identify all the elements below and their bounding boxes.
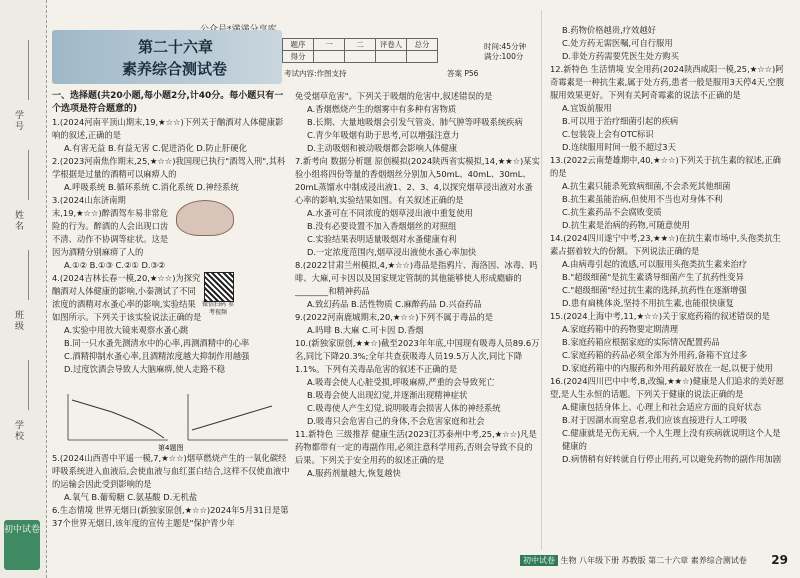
full-score: 满分:100分 — [484, 52, 524, 61]
margin-label-class: 班级 — [13, 310, 23, 332]
page-number: 29 — [771, 553, 788, 567]
score-head-cell: 题序 — [283, 39, 314, 51]
margin-line — [28, 360, 29, 410]
title-banner — [52, 30, 282, 84]
question-option: A.香烟燃烧产生的烟雾中有多种有害物质 — [307, 104, 457, 114]
question-option: A.服药剂量越大,恢复越快 — [307, 468, 401, 478]
test-title: 素养综合测试卷 — [122, 60, 228, 78]
time-info — [484, 42, 526, 62]
question-text: 12.新特色 生活情境 安全用药(2024陕西咸阳一模,25,★☆☆)阿奇霉素是一种抗生素,属于处方药,患者一般是服用3天停4天,空腹服用效果更好。下列有关阿奇霉素的说法不正确的是 — [550, 64, 785, 100]
question-text: 10.(新独家原创,★★☆)截至2023年年底,中国现有吸毒人员89.6万名,同比下降20.3%;全年共查获吸毒人员19.5万人次,同比下降1.1%。下列有关毒品危害的叙述不正确的是 — [295, 338, 540, 374]
question-option: B.家庭药箱应根据家庭的实际情况配置药品 — [562, 337, 720, 347]
question-options: A.氧气 B.葡萄糖 C.氨基酸 D.无机盐 — [64, 492, 198, 502]
question-option: A.抗生素只能杀死致病细菌,不会杀死其他细菌 — [562, 181, 731, 191]
question-option: C.包装袋上会有OTC标识 — [562, 129, 654, 139]
question-options: A.吗啡 B.大麻 C.可卡因 D.香烟 — [307, 325, 424, 335]
question-option: B.长期、大量地吸烟会引发气管炎、肺气肿等呼吸系统疾病 — [307, 117, 523, 127]
question-option: B.同一只水蚤先测清水中的心率,再测酒精中的心率 — [64, 338, 250, 348]
question-text: 14.(2024四川遂宁中考,23,★★☆)在抗生素市场中,头孢类抗生素占据着较大的份额。下列说法正确的是 — [550, 233, 781, 256]
question-option: D.吸毒只会危害自己的身体,不会危害家庭和社会 — [307, 416, 485, 426]
question-option: D.一定浓度范围内,烟草浸出液使水蚤心率加快 — [307, 247, 477, 257]
question-option: B.可以用于治疗细菌引起的疾病 — [562, 116, 679, 126]
question-option: D.主动吸烟和被动吸烟都会影响人体健康 — [307, 143, 458, 153]
question-option: B.没有必要设置不加入香烟烟丝的对照组 — [307, 221, 457, 231]
question-option: B.抗生素虽能治病,但使用不当也对身体不利 — [562, 194, 723, 204]
question-options: A.致幻药品 B.活性物质 C.麻醉药品 D.兴奋药品 — [307, 299, 482, 309]
question-text: 9.(2022河南鹿城期末,20,★☆☆)下列不属于毒品的是 — [295, 312, 494, 322]
question-option: D.患有扁桃体炎,坚持不用抗生素,也能很快康复 — [562, 298, 734, 308]
question-option: A.家庭药箱中的药物要定期清理 — [562, 324, 679, 334]
score-head-cell: 总分 — [407, 39, 438, 51]
question-option: C.实验结果表明适量吸烟对水蚤健康有利 — [307, 234, 457, 244]
margin-label-id: 学号 — [13, 110, 23, 132]
score-head-cell: 评卷人 — [376, 39, 407, 51]
column-1 — [52, 90, 290, 530]
margin-line — [28, 250, 29, 300]
chapter-title: 第二十六章 — [138, 38, 214, 56]
question-text: 7.新考向 数据分析题 原创模拟(2024陕西省实模拟,14,★★☆)某实验小组将四份等量的香烟烟丝分别加入50mL、40mL、30mL、20mL蒸馏水中制成浸出液1、2、3、4,以探究烟草浸出液对水蚤心率的影响,实验结果如图。有关叙述正确的是 — [295, 156, 540, 205]
score-table — [282, 38, 438, 63]
question-option: C.青少年吸烟有助于思考,可以增强注意力 — [307, 130, 460, 140]
question-option: D.连续服用时间一般不超过3天 — [562, 142, 676, 152]
section-heading: 一、选择题(共20小题,每小题2分,计40分。每小题只有一个选项是符合题意的) — [52, 91, 284, 114]
footer-text: 生物 八年级下册 苏教版 第二十六章 素养综合测试卷 — [560, 556, 747, 565]
question-option: A.水蚤可在不同浓度的烟草浸出液中重复使用 — [307, 208, 473, 218]
question-option: C.家庭药箱的药品必须全部为外用药,备箱不宜过多 — [562, 350, 748, 360]
question-text: 2.(2023河南焦作期末,25,★☆☆)我国现已执行"酒驾入刑",其科学根据是过量的酒精可以麻痹人的 — [52, 156, 286, 179]
score-head-cell: 一 — [314, 39, 345, 51]
margin-line — [28, 40, 29, 100]
question-option: D.病情稍有好转就自行停止用药,可以避免药物的副作用加剧 — [562, 454, 782, 464]
footer-brand: 初中试卷 — [520, 555, 558, 566]
question-option: C.健康就是无伤无病,一个人生理上没有疾病就说明这个人是健康的 — [562, 428, 781, 451]
score-cell[interactable] — [376, 51, 407, 63]
column-divider — [541, 10, 542, 550]
question-text: 4.(2024吉林长春一模,20,★☆☆)为探究酗酒对人体健康的影响,小秦测试了不同浓度的酒精对水蚤心率的影响,实验结果如图所示。下列关于该实验说法正确的是 — [52, 273, 202, 322]
question-option: D.非处方药需要凭医生处方购买 — [562, 51, 679, 61]
question-text: 3.(2024山东济南期末,19,★☆☆)醉酒驾车易非常危险的行为。醉酒的人会出现口齿不清、动作不协调等症状。这是因为酒精分别麻痹了人的 — [52, 195, 169, 257]
column-3 — [550, 24, 786, 466]
question-options: A.呼吸系统 B.循环系统 C.消化系统 D.神经系统 — [64, 182, 239, 192]
question-text: 13.(2022云南楚雄期中,40,★☆☆)下列关于抗生素的叙述,正确的是 — [550, 155, 781, 178]
score-cell[interactable] — [345, 51, 376, 63]
question-option: A.宜饭前服用 — [562, 103, 612, 113]
question-option: B.药物价格越贵,疗效越好 — [562, 25, 656, 35]
qr-caption: 微信扫码 参考视频 — [202, 301, 234, 316]
column-2 — [295, 90, 540, 480]
question-option: D.过度饮酒会导致人大脑麻痹,使人走路不稳 — [64, 364, 226, 374]
question-option: C.抗生素药品不会腐败变质 — [562, 207, 662, 217]
question-option: B."超级细菌"是抗生素诱导细菌产生了抗药性变异 — [562, 272, 744, 282]
question-text: 16.(2024四川巴中中考,8,改编,★★☆)健康是人们追求的美好愿望,是人生永恒的话题。下列关于健康的说法正确的是 — [550, 376, 784, 399]
exam-notes: 考试内容:作图支持 — [284, 69, 347, 78]
question-text: 5.(2024山西晋中平遥一模,7,★☆☆)烟草燃烧产生的一氧化碳经呼吸系统进入血液后,会使血液与血红蛋白结合,这样不仅使血液中的运输会因此受到影响的是 — [52, 453, 290, 489]
margin-label-school: 学校 — [13, 420, 23, 442]
question-text: 1.(2024河南平顶山期末,19,★☆☆)下列关于酗酒对人体健康影响的叙述,正确的是 — [52, 117, 284, 140]
figure-4-charts — [58, 390, 290, 452]
brain-diagram — [176, 200, 234, 236]
question-option: C.酒精抑制水蚤心率,且酒精浓度越大抑制作用越强 — [64, 351, 250, 361]
figure-caption: 第4题图 — [158, 444, 184, 452]
chart-line-left — [72, 400, 164, 438]
score-head-cell: 二 — [345, 39, 376, 51]
score-cell[interactable] — [407, 51, 438, 63]
question-text: 11.新特色 三级推荐 健康生活(2023江苏泰州中考,25,★☆☆)凡是药物都带有一定的毒副作用,必须注意科学用药,否则会导致不良的后果。下列关于安全用药的叙述正确的是 — [295, 429, 537, 465]
margin-line — [28, 150, 29, 200]
score-cell[interactable] — [314, 51, 345, 63]
question-options: A.①② B.①③ C.②① D.③② — [64, 260, 166, 270]
question-option: A.健康包括身体上、心理上和社会适应方面的良好状态 — [562, 402, 761, 412]
margin-stamp: 初中试卷 — [4, 520, 40, 570]
question-text: 6.生态情境 世界无烟日(新独家原创,★☆☆)2024年5月31日是第37个世界无烟日,该年度的宣传主题是"保护青少年 — [52, 505, 289, 528]
paper-header — [52, 22, 540, 84]
question-option: D.家庭药箱中的内服药和外用药最好放在一起,以便于使用 — [562, 363, 773, 373]
question-text: 15.(2024上海中考,11,★☆☆)关于家庭药箱的叙述错误的是 — [550, 311, 770, 321]
chart-line-right — [192, 406, 272, 430]
question-option: B.对于因湖水而窒息者,我们应该直接进行人工呼吸 — [562, 415, 748, 425]
score-row-label: 得分 — [283, 51, 314, 63]
answer-ref: 答案 P56 — [447, 69, 479, 78]
question-option: A.吸毒会使人心脏受损,呼吸麻痹,严重的会导致死亡 — [307, 377, 495, 387]
question-option: C.处方药无需医嘱,可自行服用 — [562, 38, 673, 48]
question-text: 免受烟草危害"。下列关于吸烟的危害中,叙述错误的是 — [295, 91, 493, 101]
student-info-margin — [0, 0, 47, 578]
page-footer — [520, 555, 790, 571]
question-options: A.有害无益 B.有益无害 C.促进消化 D.防止肝硬化 — [64, 143, 247, 153]
question-text: 8.(2022甘肃兰州模拟,4,★☆☆)毒品是指鸦片、海洛因、冰毒、吗啡、大麻,可卡因以及国家规定管制的其他能够使人形成瘾癖的________和精神药品 — [295, 260, 538, 296]
question-option: B.吸毒会使人出现幻觉,并逐渐出现精神症状 — [307, 390, 468, 400]
question-option: C."超级细菌"经过抗生素的选择,抗药性在逐渐增强 — [562, 285, 747, 295]
question-option: D.抗生素是治病的药物,可随意使用 — [562, 220, 690, 230]
qr-code[interactable] — [204, 272, 234, 302]
time-limit: 时间:45分钟 — [484, 42, 527, 51]
question-option: A.由病毒引起的流感,可以服用头孢类抗生素来治疗 — [562, 259, 748, 269]
question-option: A.实验中用放大镜来观察水蚤心跳 — [64, 325, 189, 335]
margin-label-name: 姓名 — [13, 210, 23, 232]
question-option: C.吸毒使人产生幻觉,说明吸毒会损害人体的神经系统 — [307, 403, 501, 413]
